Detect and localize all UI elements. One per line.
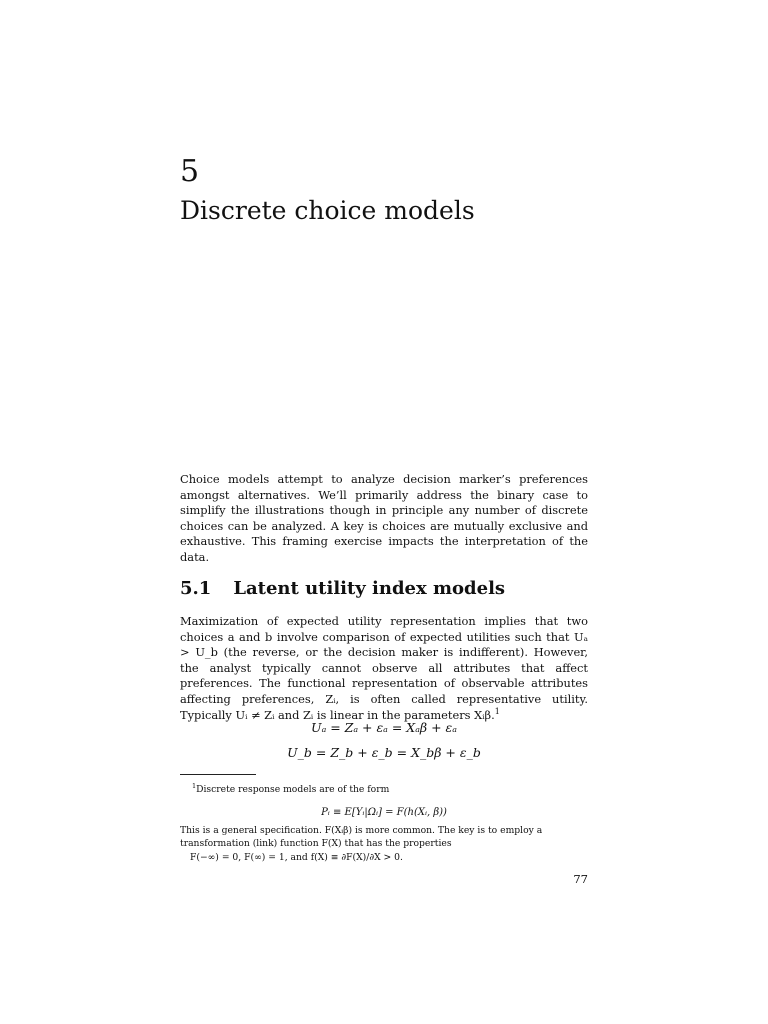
- footnote-equation: Pᵢ ≡ E[Yᵢ|Ωᵢ] = F(h(Xᵢ, β)): [321, 807, 447, 818]
- section-number: 5.1: [180, 578, 212, 599]
- equation-utility-b: U_b = Z_b + ε_b = X_bβ + ε_b: [287, 745, 481, 760]
- chapter-title: Discrete choice models: [180, 196, 475, 225]
- footnote-divider: [180, 774, 256, 775]
- section-paragraph: [180, 614, 588, 723]
- footnote-intro: [192, 783, 600, 796]
- intro-paragraph: Choice models attempt to analyze decision marker’s preferences amongst alternatives. We’ll primarily address the binary case to simplify the illustrations though in principle any number of discrete choices can be analyzed. A key is choices are mutually exclusive and exhaustive. This framing exercise impacts the interpretation of the data.: [180, 472, 588, 564]
- footnote-mark: 1: [192, 781, 197, 790]
- section-paragraph-text: Maximization of expected utility representation implies that two choices a and b involve comparison of expected utilities such that Uₐ > U_b (the reverse, or the decision maker is indifferent). However, the analyst typically cannot observe all attributes that affect preferences. The functional representation of observable attributes affecting preferences, Zᵢ, is often called representative utility. Typically Uᵢ ≠ Zᵢ and Zᵢ is linear in the parameters Xᵢβ.: [180, 614, 588, 722]
- footnote-intro-text: Discrete response models are of the form: [196, 784, 390, 795]
- section-heading: [180, 578, 505, 599]
- equation-utility-a: Uₐ = Zₐ + εₐ = Xₐβ + εₐ: [311, 720, 457, 735]
- section-title: Latent utility index models: [233, 578, 506, 599]
- page-number: 77: [573, 872, 588, 886]
- chapter-number: 5: [180, 154, 200, 189]
- footnote-text: This is a general specification. F(Xᵢβ) is more common. The key is to employ a transformation (link) function F(X) that has the properties: [180, 825, 543, 849]
- footnote-properties: F(−∞) = 0, F(∞) = 1, and f(X) ≡ ∂F(X)/∂X > 0.: [190, 852, 403, 863]
- footnote-reference: 1: [494, 706, 500, 716]
